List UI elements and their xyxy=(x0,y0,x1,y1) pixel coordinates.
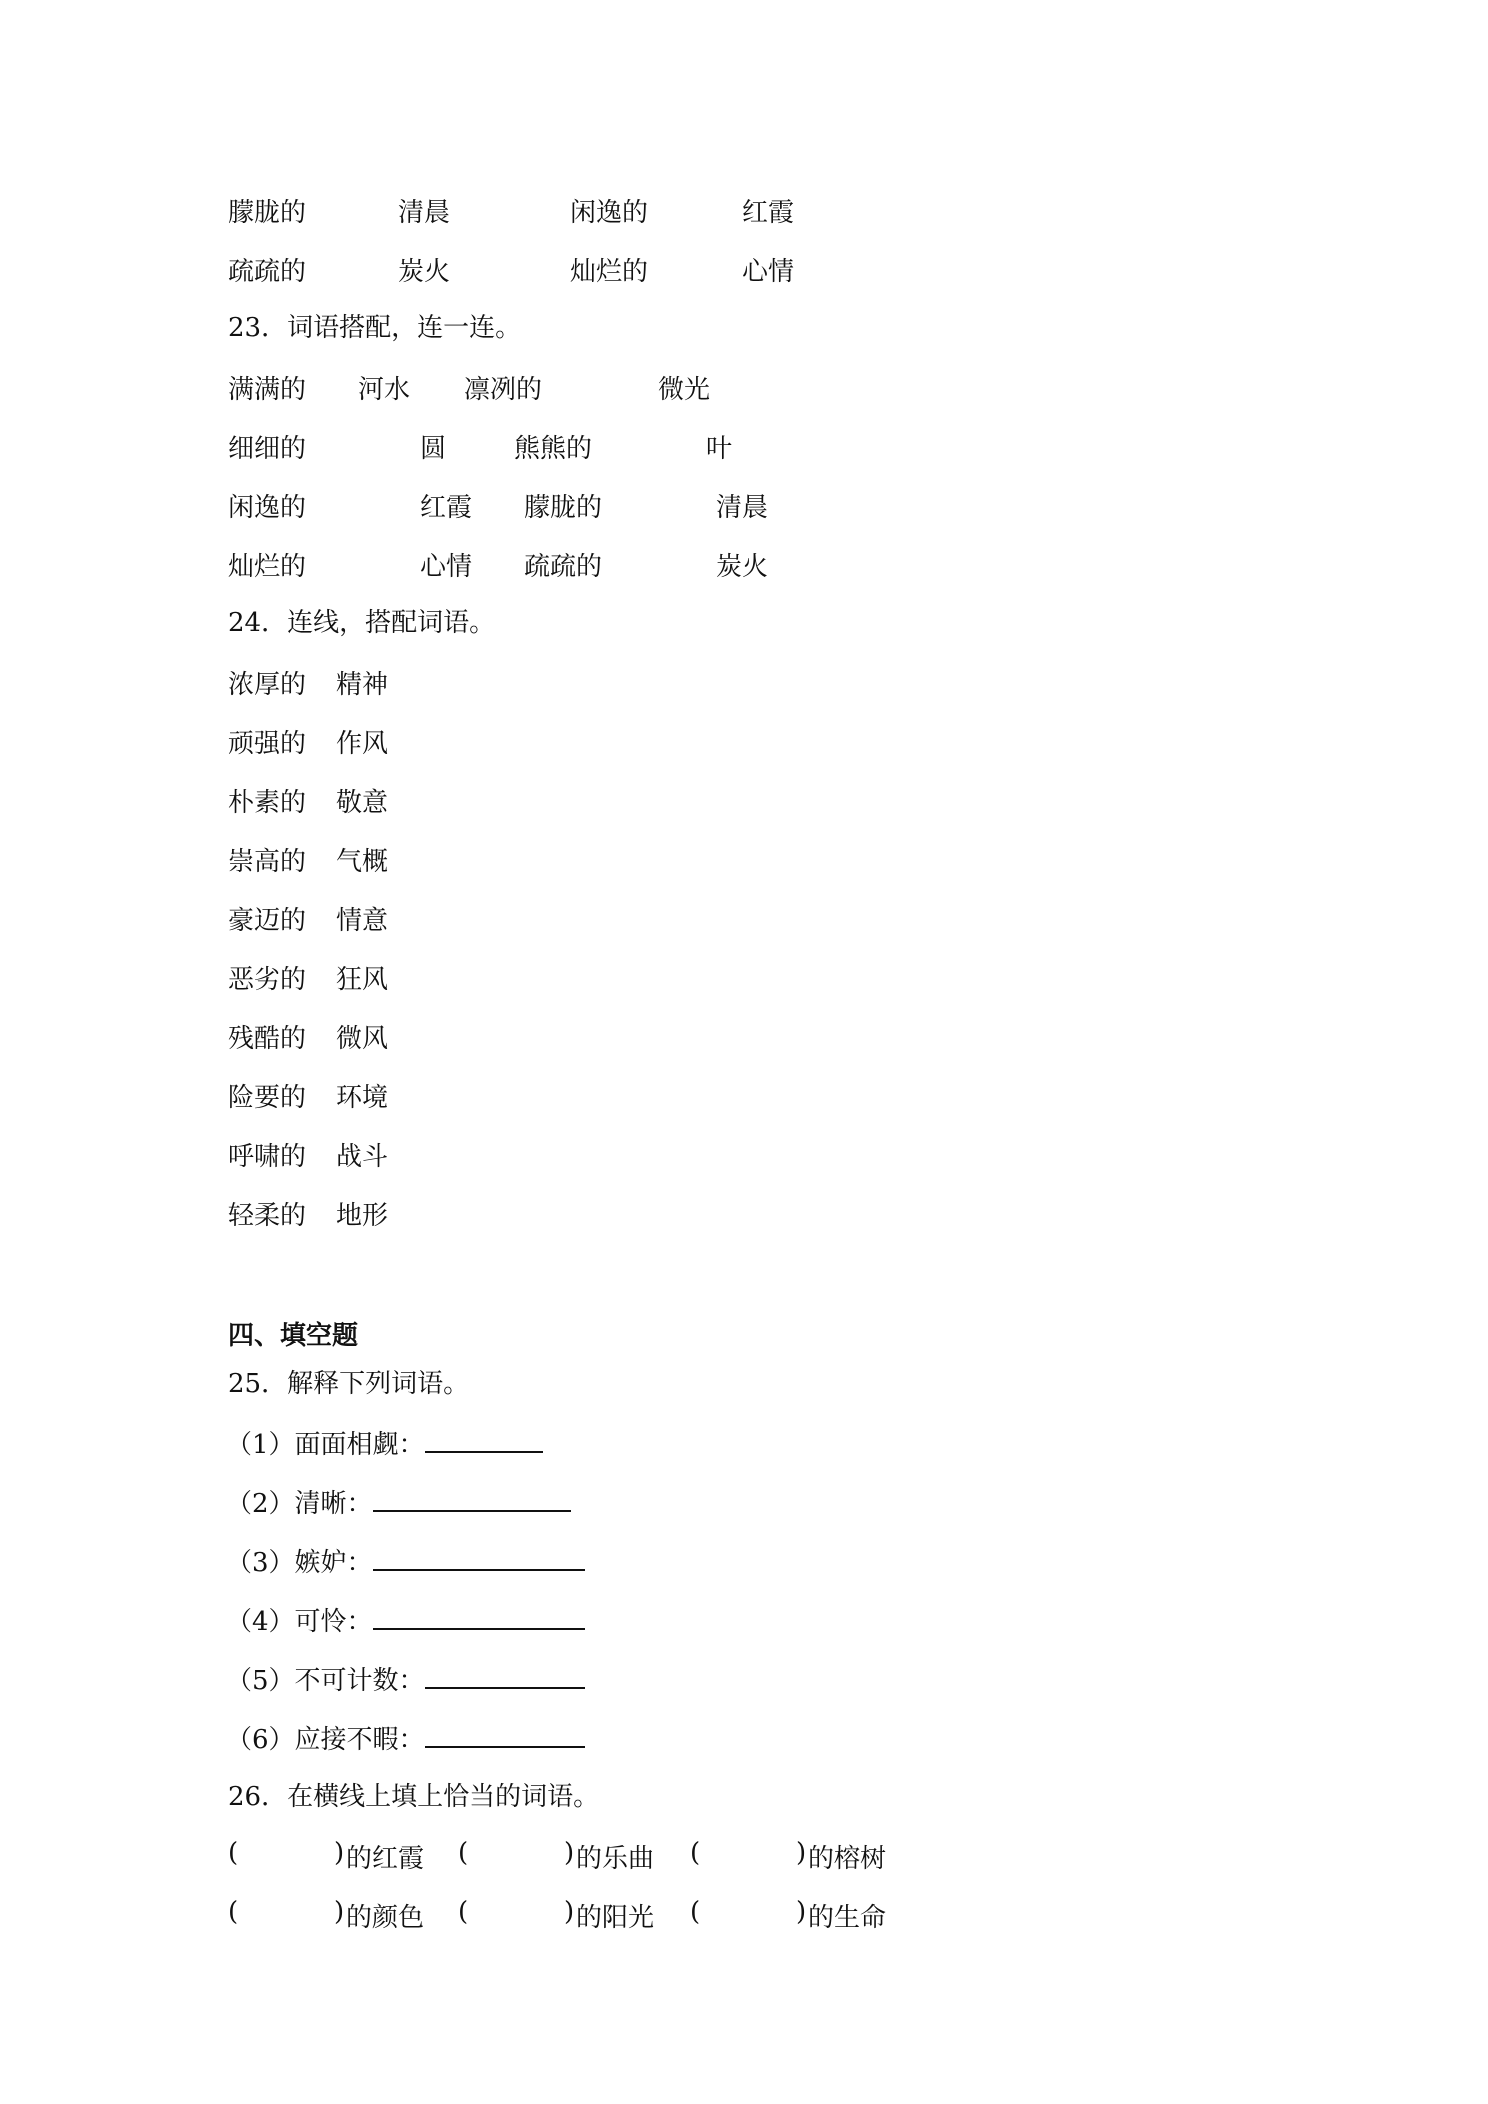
word: 朦胧的 xyxy=(228,198,307,228)
word: 清晨 xyxy=(398,198,451,228)
blank-suffix: 的榕树 xyxy=(808,1844,887,1874)
open-paren: ( xyxy=(228,1897,239,1927)
word: 凛冽的 xyxy=(464,375,543,405)
word: 疏疏的 xyxy=(228,257,307,287)
word-left: 轻柔的 xyxy=(228,1201,307,1231)
word-right: 精神 xyxy=(336,670,389,700)
item-label: （4）可怜： xyxy=(226,1607,373,1637)
word: 河水 xyxy=(358,375,411,405)
word-left: 残酷的 xyxy=(228,1024,307,1054)
open-paren: ( xyxy=(690,1838,701,1868)
word: 朦胧的 xyxy=(524,493,603,523)
item-label: （2）清晰： xyxy=(226,1489,373,1519)
section-heading: 四、填空题 xyxy=(228,1321,359,1351)
blank-suffix: 的红霞 xyxy=(346,1844,425,1874)
open-paren: ( xyxy=(690,1897,701,1927)
close-paren: ) xyxy=(564,1838,575,1868)
word-left: 呼啸的 xyxy=(228,1142,307,1172)
open-paren: ( xyxy=(458,1838,469,1868)
word: 炭火 xyxy=(398,257,451,287)
word-right: 地形 xyxy=(336,1201,389,1231)
q25-item xyxy=(226,1661,585,1699)
word: 细细的 xyxy=(228,434,307,464)
word-left: 崇高的 xyxy=(228,847,307,877)
word: 疏疏的 xyxy=(524,552,603,582)
word-left: 朴素的 xyxy=(228,788,307,818)
close-paren: ) xyxy=(334,1897,345,1927)
q26-title: 26．在横线上填上恰当的词语。 xyxy=(228,1782,600,1812)
close-paren: ) xyxy=(334,1838,345,1868)
q25-title: 25．解释下列词语。 xyxy=(228,1369,470,1399)
q23-title: 23．词语搭配，连一连。 xyxy=(228,313,522,343)
q25-item xyxy=(226,1425,543,1463)
word-right: 狂风 xyxy=(336,965,389,995)
word: 闲逸的 xyxy=(570,198,649,228)
open-paren: ( xyxy=(228,1838,239,1868)
word-right: 气概 xyxy=(336,847,389,877)
close-paren: ) xyxy=(564,1897,575,1927)
answer-blank[interactable] xyxy=(425,1661,585,1689)
q24-title: 24．连线，搭配词语。 xyxy=(228,608,496,638)
answer-blank[interactable] xyxy=(425,1425,543,1453)
blank-suffix: 的阳光 xyxy=(576,1903,655,1933)
item-label: （6）应接不暇： xyxy=(226,1725,425,1755)
word-right: 作风 xyxy=(336,729,389,759)
word-left: 恶劣的 xyxy=(228,965,307,995)
item-label: （1）面面相觑： xyxy=(226,1430,425,1460)
blank-suffix: 的乐曲 xyxy=(576,1844,655,1874)
open-paren: ( xyxy=(458,1897,469,1927)
word: 红霞 xyxy=(742,198,795,228)
q25-item xyxy=(226,1484,571,1522)
item-label: （5）不可计数： xyxy=(226,1666,425,1696)
word-right: 敬意 xyxy=(336,788,389,818)
word: 圆 xyxy=(420,434,447,464)
word-left: 顽强的 xyxy=(228,729,307,759)
word: 叶 xyxy=(706,434,733,464)
q25-item xyxy=(226,1720,585,1758)
word: 灿烂的 xyxy=(570,257,649,287)
word: 微光 xyxy=(658,375,711,405)
word-right: 战斗 xyxy=(336,1142,389,1172)
word: 熊熊的 xyxy=(514,434,593,464)
answer-blank[interactable] xyxy=(373,1602,585,1630)
close-paren: ) xyxy=(796,1838,807,1868)
word: 心情 xyxy=(742,257,795,287)
answer-blank[interactable] xyxy=(425,1720,585,1748)
word-left: 豪迈的 xyxy=(228,906,307,936)
word-right: 微风 xyxy=(336,1024,389,1054)
word: 清晨 xyxy=(716,493,769,523)
word: 心情 xyxy=(420,552,473,582)
word-left: 浓厚的 xyxy=(228,670,307,700)
close-paren: ) xyxy=(796,1897,807,1927)
word-right: 情意 xyxy=(336,906,389,936)
blank-suffix: 的生命 xyxy=(808,1903,887,1933)
word-right: 环境 xyxy=(336,1083,389,1113)
answer-blank[interactable] xyxy=(373,1543,585,1571)
word: 红霞 xyxy=(420,493,473,523)
word-left: 险要的 xyxy=(228,1083,307,1113)
q25-item xyxy=(226,1543,585,1581)
blank-suffix: 的颜色 xyxy=(346,1903,425,1933)
word: 灿烂的 xyxy=(228,552,307,582)
word: 闲逸的 xyxy=(228,493,307,523)
item-label: （3）嫉妒： xyxy=(226,1548,373,1578)
q25-item xyxy=(226,1602,585,1640)
word: 炭火 xyxy=(716,552,769,582)
answer-blank[interactable] xyxy=(373,1484,571,1512)
word: 满满的 xyxy=(228,375,307,405)
